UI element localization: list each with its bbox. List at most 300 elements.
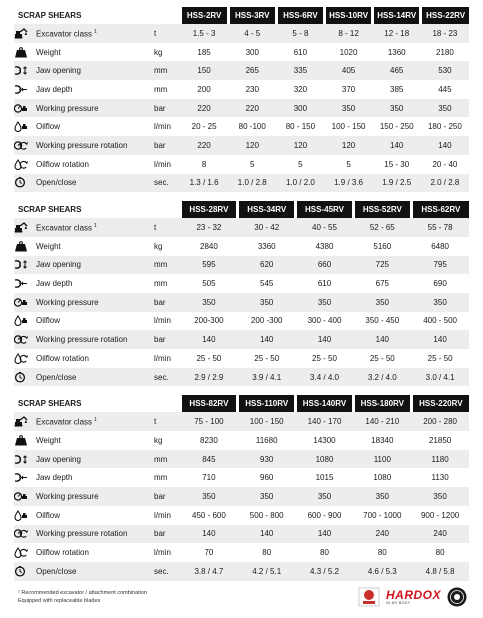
row-label	[36, 274, 154, 293]
row-unit: l/min	[154, 349, 180, 368]
table-cell: 240	[411, 525, 469, 544]
table-gap	[14, 386, 469, 395]
row-label-text: Weight	[36, 47, 61, 57]
table-row	[14, 468, 469, 487]
model-header: HSS-10RV	[324, 7, 372, 24]
pressure-icon	[14, 103, 36, 114]
row-label-text: Working pressure rotation	[36, 335, 128, 345]
rotation-oilflow-icon	[14, 547, 36, 558]
table-header-row	[14, 201, 469, 218]
table-row	[14, 218, 469, 237]
table-cell: 3.4 / 4.0	[296, 368, 354, 387]
row-label	[36, 174, 154, 193]
row-icon-cell	[14, 349, 36, 368]
weight-icon	[14, 435, 36, 446]
open-close-icon	[14, 566, 36, 577]
row-label	[36, 330, 154, 349]
table-cell: 350	[411, 293, 469, 312]
row-label-text: Jaw opening	[36, 454, 81, 464]
table-cell: 350	[411, 487, 469, 506]
table-cell: 220	[228, 99, 276, 118]
table-cell: 140	[373, 136, 421, 155]
model-header: HSS-180RV	[353, 395, 411, 412]
model-header: HSS-3RV	[228, 7, 276, 24]
table-cell: 1.0 / 2.8	[228, 174, 276, 193]
row-unit: mm	[154, 450, 180, 469]
row-unit: bar	[154, 525, 180, 544]
table-cell: 80	[411, 543, 469, 562]
table-cell: 100 - 150	[238, 412, 296, 431]
table-cell: 18 - 23	[421, 24, 469, 43]
oilflow-icon	[14, 121, 36, 132]
table-cell: 1100	[353, 450, 411, 469]
row-label-text: Jaw depth	[36, 279, 73, 289]
row-label	[36, 99, 154, 118]
jaw-opening-icon	[14, 454, 36, 465]
row-icon-cell	[14, 368, 36, 387]
award-medal-icon	[358, 587, 380, 607]
table-cell: 20 - 40	[421, 155, 469, 174]
row-label-text: Working pressure	[36, 491, 99, 501]
rotation-pressure-icon	[14, 528, 36, 539]
footnote-recommended: ¹ Recommended excavator / attachment combination	[18, 590, 148, 596]
footnote-marker: 1	[94, 222, 97, 229]
table-row	[14, 155, 469, 174]
row-icon-cell	[14, 43, 36, 62]
table-cell: 4.8 / 5.8	[411, 562, 469, 581]
table-cell: 710	[180, 468, 238, 487]
table-row	[14, 80, 469, 99]
row-icon-cell	[14, 506, 36, 525]
row-unit: sec.	[154, 368, 180, 387]
table-row	[14, 450, 469, 469]
row-label	[36, 237, 154, 256]
table-cell: 1080	[296, 450, 354, 469]
table-cell: 5	[276, 155, 324, 174]
table-cell: 350	[238, 487, 296, 506]
table-row	[14, 431, 469, 450]
row-label-text: Working pressure	[36, 297, 99, 307]
table-cell: 320	[276, 80, 324, 99]
table-header-row	[14, 7, 469, 24]
row-unit: mm	[154, 80, 180, 99]
row-label	[36, 562, 154, 581]
table-row	[14, 562, 469, 581]
table-cell: 545	[238, 274, 296, 293]
row-label-text: Oilflow rotation	[36, 548, 89, 558]
table-cell: 25 - 50	[411, 349, 469, 368]
table-cell: 445	[421, 80, 469, 99]
rotation-oilflow-icon	[14, 353, 36, 364]
table-cell: 610	[296, 274, 354, 293]
row-unit: bar	[154, 293, 180, 312]
table-cell: 4 - 5	[228, 24, 276, 43]
table-cell: 70	[180, 543, 238, 562]
table-cell: 25 - 50	[353, 349, 411, 368]
row-icon-cell	[14, 218, 36, 237]
quality-seal-icon	[447, 587, 467, 607]
table-cell: 1.9 / 3.6	[324, 174, 372, 193]
table-row	[14, 174, 469, 193]
row-unit: bar	[154, 330, 180, 349]
model-header: HSS-14RV	[373, 7, 421, 24]
row-label-text: Jaw opening	[36, 260, 81, 270]
table-cell: 25 - 50	[296, 349, 354, 368]
row-label	[36, 43, 154, 62]
jaw-depth-icon	[14, 278, 36, 289]
table-cell: 40 - 55	[296, 218, 354, 237]
row-icon-cell	[14, 468, 36, 487]
model-header: HSS-45RV	[296, 201, 354, 218]
row-label	[36, 525, 154, 544]
table-cell: 300	[276, 99, 324, 118]
row-label-text: Working pressure	[36, 103, 99, 113]
excavator-icon	[14, 28, 36, 39]
table-cell: 80 -100	[228, 117, 276, 136]
row-label	[36, 136, 154, 155]
table-cell: 595	[180, 256, 238, 275]
table-cell: 4.6 / 5.3	[353, 562, 411, 581]
hardox-wordmark: HARDOX	[385, 587, 441, 602]
table-cell: 505	[180, 274, 238, 293]
table-gap	[14, 192, 469, 201]
table-cell: 1020	[324, 43, 372, 62]
brand-logos	[358, 587, 467, 607]
hardox-logo	[385, 587, 441, 605]
table-cell: 690	[411, 274, 469, 293]
table-cell: 350	[353, 487, 411, 506]
excavator-icon	[14, 222, 36, 233]
table-cell: 660	[296, 256, 354, 275]
row-icon-cell	[14, 562, 36, 581]
table-cell: 620	[238, 256, 296, 275]
row-icon-cell	[14, 61, 36, 80]
table-cell: 20 - 25	[180, 117, 228, 136]
table-cell: 6480	[411, 237, 469, 256]
row-unit: l/min	[154, 543, 180, 562]
table-row	[14, 412, 469, 431]
row-icon-cell	[14, 117, 36, 136]
table-cell: 3.8 / 4.7	[180, 562, 238, 581]
row-unit: mm	[154, 256, 180, 275]
table-cell: 2840	[180, 237, 238, 256]
table-cell: 465	[373, 61, 421, 80]
table-cell: 350	[324, 99, 372, 118]
model-header: HSS-220RV	[411, 395, 469, 412]
table-cell: 120	[228, 136, 276, 155]
table-cell: 23 - 32	[180, 218, 238, 237]
row-label	[36, 431, 154, 450]
row-unit: t	[154, 412, 180, 431]
row-unit: t	[154, 218, 180, 237]
table-cell: 140	[296, 525, 354, 544]
row-label	[36, 543, 154, 562]
model-header: HSS-110RV	[238, 395, 296, 412]
table-cell: 930	[238, 450, 296, 469]
spec-table	[14, 7, 469, 192]
table-cell: 15 - 30	[373, 155, 421, 174]
row-icon-cell	[14, 99, 36, 118]
table-row	[14, 237, 469, 256]
oilflow-icon	[14, 510, 36, 521]
table-row	[14, 274, 469, 293]
table-cell: 140	[296, 330, 354, 349]
table-row	[14, 312, 469, 331]
table-row	[14, 506, 469, 525]
table-cell: 12 - 18	[373, 24, 421, 43]
pressure-icon	[14, 297, 36, 308]
pressure-icon	[14, 491, 36, 502]
table-cell: 100 - 150	[324, 117, 372, 136]
table-cell: 8 - 12	[324, 24, 372, 43]
open-close-icon	[14, 177, 36, 188]
table-cell: 1130	[411, 468, 469, 487]
open-close-icon	[14, 372, 36, 383]
row-unit: l/min	[154, 506, 180, 525]
row-icon-cell	[14, 330, 36, 349]
table-cell: 350	[180, 487, 238, 506]
row-label	[36, 24, 154, 43]
row-label	[36, 368, 154, 387]
table-cell: 265	[228, 61, 276, 80]
table-cell: 18340	[353, 431, 411, 450]
excavator-icon	[14, 416, 36, 427]
row-icon-cell	[14, 487, 36, 506]
row-unit: l/min	[154, 117, 180, 136]
model-header: HSS-2RV	[180, 7, 228, 24]
table-cell: 30 - 42	[238, 218, 296, 237]
table-cell: 2180	[421, 43, 469, 62]
table-cell: 180 - 250	[421, 117, 469, 136]
table-cell: 1015	[296, 468, 354, 487]
row-icon-cell	[14, 274, 36, 293]
row-label-text: Oilflow	[36, 316, 61, 326]
jaw-opening-icon	[14, 65, 36, 76]
row-icon-cell	[14, 525, 36, 544]
table-cell: 960	[238, 468, 296, 487]
row-label-text: Open/close	[36, 178, 77, 188]
table-cell: 150 - 250	[373, 117, 421, 136]
model-header: HSS-6RV	[276, 7, 324, 24]
table-cell: 80	[238, 543, 296, 562]
table-cell: 4380	[296, 237, 354, 256]
table-cell: 8	[180, 155, 228, 174]
spec-table	[14, 201, 469, 386]
row-icon-cell	[14, 155, 36, 174]
table-cell: 900 - 1200	[411, 506, 469, 525]
table-cell: 4.3 / 5.2	[296, 562, 354, 581]
row-label	[36, 450, 154, 469]
model-header: HSS-82RV	[180, 395, 238, 412]
spec-table	[14, 395, 469, 580]
table-cell: 150	[180, 61, 228, 80]
jaw-opening-icon	[14, 259, 36, 270]
table-cell: 1.3 / 1.6	[180, 174, 228, 193]
table-row	[14, 61, 469, 80]
table-cell: 370	[324, 80, 372, 99]
oilflow-icon	[14, 315, 36, 326]
model-header: HSS-34RV	[238, 201, 296, 218]
row-icon-cell	[14, 293, 36, 312]
table-cell: 4.2 / 5.1	[238, 562, 296, 581]
row-icon-cell	[14, 237, 36, 256]
table-row	[14, 330, 469, 349]
table-cell: 500 - 800	[238, 506, 296, 525]
table-cell: 200 -300	[238, 312, 296, 331]
table-cell: 5160	[353, 237, 411, 256]
row-icon-cell	[14, 412, 36, 431]
row-unit: bar	[154, 99, 180, 118]
model-header: HSS-22RV	[421, 7, 469, 24]
table-cell: 335	[276, 61, 324, 80]
table-cell: 140 - 210	[353, 412, 411, 431]
table-cell: 450 - 600	[180, 506, 238, 525]
table-cell: 140	[180, 525, 238, 544]
row-label-text: Weight	[36, 435, 61, 445]
table-row	[14, 256, 469, 275]
row-icon-cell	[14, 24, 36, 43]
table-cell: 350 - 450	[353, 312, 411, 331]
table-cell: 300	[228, 43, 276, 62]
table-row	[14, 293, 469, 312]
row-label-text: Open/close	[36, 372, 77, 382]
table-cell: 140	[238, 330, 296, 349]
row-unit: kg	[154, 237, 180, 256]
table-cell: 2.0 / 2.8	[421, 174, 469, 193]
table-cell: 80	[296, 543, 354, 562]
row-label-text: Working pressure rotation	[36, 529, 128, 539]
row-label	[36, 468, 154, 487]
table-cell: 350	[373, 99, 421, 118]
table-cell: 8230	[180, 431, 238, 450]
table-title: SCRAP SHEARS	[14, 201, 180, 218]
table-cell: 385	[373, 80, 421, 99]
spec-sheet	[14, 7, 469, 581]
table-cell: 21850	[411, 431, 469, 450]
table-cell: 405	[324, 61, 372, 80]
table-cell: 5	[228, 155, 276, 174]
table-cell: 140	[238, 525, 296, 544]
row-label-text: Oilflow rotation	[36, 353, 89, 363]
row-label-text: Jaw depth	[36, 84, 73, 94]
row-unit: kg	[154, 43, 180, 62]
table-cell: 140	[411, 330, 469, 349]
table-cell: 2.9 / 2.9	[180, 368, 238, 387]
model-header: HSS-62RV	[411, 201, 469, 218]
table-row	[14, 136, 469, 155]
table-cell: 140 - 170	[296, 412, 354, 431]
table-cell: 350	[353, 293, 411, 312]
table-cell: 80 - 150	[276, 117, 324, 136]
table-cell: 610	[276, 43, 324, 62]
row-label	[36, 155, 154, 174]
weight-icon	[14, 47, 36, 58]
row-icon-cell	[14, 136, 36, 155]
table-cell: 120	[276, 136, 324, 155]
table-cell: 25 - 50	[238, 349, 296, 368]
table-cell: 845	[180, 450, 238, 469]
row-icon-cell	[14, 256, 36, 275]
table-cell: 1360	[373, 43, 421, 62]
row-label-text: Working pressure rotation	[36, 140, 128, 150]
table-cell: 55 - 78	[411, 218, 469, 237]
table-cell: 140	[353, 330, 411, 349]
row-unit: t	[154, 24, 180, 43]
row-label	[36, 256, 154, 275]
table-cell: 3.0 / 4.1	[411, 368, 469, 387]
row-label	[36, 506, 154, 525]
table-row	[14, 99, 469, 118]
table-cell: 1.5 - 3	[180, 24, 228, 43]
table-row	[14, 487, 469, 506]
model-header: HSS-52RV	[353, 201, 411, 218]
table-cell: 3360	[238, 237, 296, 256]
table-cell: 200	[180, 80, 228, 99]
table-cell: 600 - 900	[296, 506, 354, 525]
table-cell: 120	[324, 136, 372, 155]
row-label	[36, 117, 154, 136]
table-cell: 350	[238, 293, 296, 312]
table-row	[14, 543, 469, 562]
row-unit: l/min	[154, 155, 180, 174]
row-unit: sec.	[154, 174, 180, 193]
table-cell: 725	[353, 256, 411, 275]
footnote-marker: 1	[94, 28, 97, 35]
row-label-text: Excavator class	[36, 223, 93, 233]
table-row	[14, 117, 469, 136]
table-cell: 140	[180, 330, 238, 349]
rotation-pressure-icon	[14, 334, 36, 345]
table-cell: 140	[421, 136, 469, 155]
table-cell: 200 - 280	[411, 412, 469, 431]
table-title: SCRAP SHEARS	[14, 7, 180, 24]
row-unit: bar	[154, 136, 180, 155]
row-label	[36, 61, 154, 80]
table-cell: 25 - 50	[180, 349, 238, 368]
row-label	[36, 412, 154, 431]
table-cell: 300 - 400	[296, 312, 354, 331]
table-cell: 3.9 / 4.1	[238, 368, 296, 387]
table-cell: 75 - 100	[180, 412, 238, 431]
table-row	[14, 368, 469, 387]
table-cell: 230	[228, 80, 276, 99]
jaw-depth-icon	[14, 472, 36, 483]
row-label-text: Jaw opening	[36, 66, 81, 76]
weight-icon	[14, 241, 36, 252]
table-cell: 80	[353, 543, 411, 562]
table-cell: 530	[421, 61, 469, 80]
row-label	[36, 487, 154, 506]
model-header: HSS-140RV	[296, 395, 354, 412]
row-label	[36, 293, 154, 312]
row-icon-cell	[14, 543, 36, 562]
table-cell: 240	[353, 525, 411, 544]
row-unit: l/min	[154, 312, 180, 331]
table-cell: 220	[180, 136, 228, 155]
row-unit: sec.	[154, 562, 180, 581]
row-label-text: Excavator class	[36, 29, 93, 39]
row-unit: kg	[154, 431, 180, 450]
table-cell: 185	[180, 43, 228, 62]
row-icon-cell	[14, 174, 36, 193]
row-label-text: Excavator class	[36, 417, 93, 427]
table-cell: 1180	[411, 450, 469, 469]
row-icon-cell	[14, 450, 36, 469]
row-label	[36, 312, 154, 331]
table-cell: 1080	[353, 468, 411, 487]
table-cell: 220	[180, 99, 228, 118]
jaw-depth-icon	[14, 84, 36, 95]
